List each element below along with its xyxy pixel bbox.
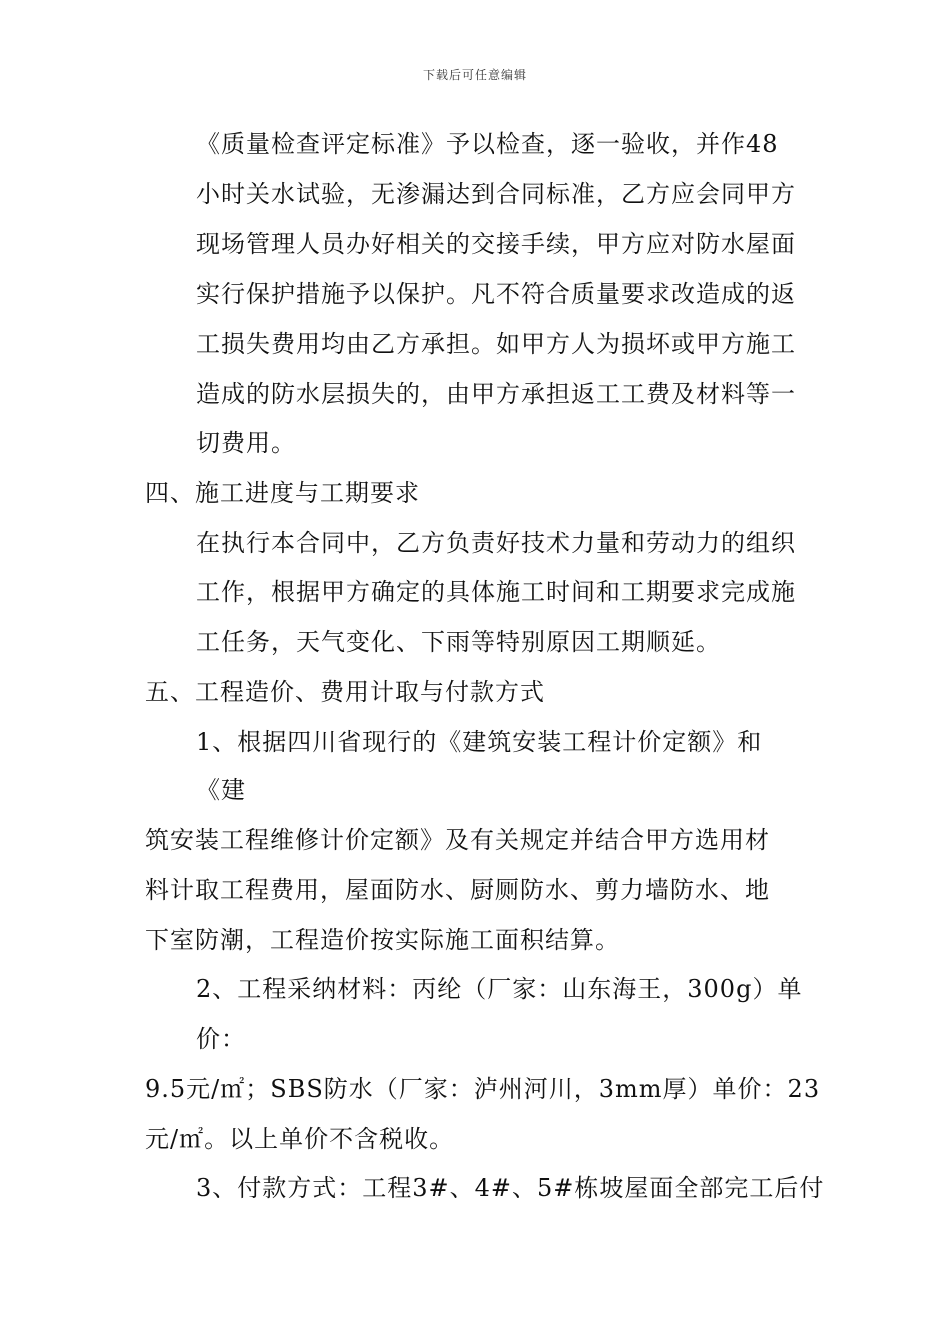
body-line: 2、工程采纳材料：丙纶（厂家：山东海王，300g）单 bbox=[196, 975, 803, 1003]
body-line: 切费用。 bbox=[196, 429, 296, 457]
body-line: 9.5元/㎡；SBS防水（厂家：泸州河川，3mm厚）单价：23 bbox=[145, 1075, 821, 1103]
body-line: 实行保护措施予以保护。凡不符合质量要求改造成的返 bbox=[196, 280, 796, 308]
body-line: 现场管理人员办好相关的交接手续，甲方应对防水屋面 bbox=[196, 230, 796, 258]
body-line: 工作，根据甲方确定的具体施工时间和工期要求完成施 bbox=[196, 578, 796, 606]
body-line: 工损失费用均由乙方承担。如甲方人为损坏或甲方施工 bbox=[196, 330, 796, 358]
section-heading: 四、施工进度与工期要求 bbox=[145, 479, 420, 507]
body-line: 筑安装工程维修计价定额》及有关规定并结合甲方选用材 bbox=[145, 826, 770, 854]
body-line: 料计取工程费用，屋面防水、厨厕防水、剪力墙防水、地 bbox=[145, 876, 770, 904]
body-line: 价： bbox=[196, 1025, 246, 1053]
section-heading: 五、工程造价、费用计取与付款方式 bbox=[145, 678, 545, 706]
body-line: 《质量检查评定标准》予以检查，逐一验收，并作48 bbox=[196, 130, 779, 158]
body-line: 3、付款方式：工程3#、4#、5#栋坡屋面全部完工后付 bbox=[196, 1174, 825, 1202]
body-line: 小时关水试验，无渗漏达到合同标准，乙方应会同甲方 bbox=[196, 180, 796, 208]
body-line: 下室防潮，工程造价按实际施工面积结算。 bbox=[145, 926, 620, 954]
body-line: 在执行本合同中，乙方负责好技术力量和劳动力的组织 bbox=[196, 529, 796, 557]
body-line: 造成的防水层损失的，由甲方承担返工工费及材料等一 bbox=[196, 380, 796, 408]
page-header: 下载后可任意编辑 bbox=[422, 68, 527, 82]
body-line: 元/㎡。以上单价不含税收。 bbox=[145, 1125, 455, 1153]
body-line: 工任务，天气变化、下雨等特别原因工期顺延。 bbox=[196, 628, 721, 656]
body-line: 《建 bbox=[196, 776, 246, 804]
body-line: 1、根据四川省现行的《建筑安装工程计价定额》和 bbox=[196, 728, 763, 756]
